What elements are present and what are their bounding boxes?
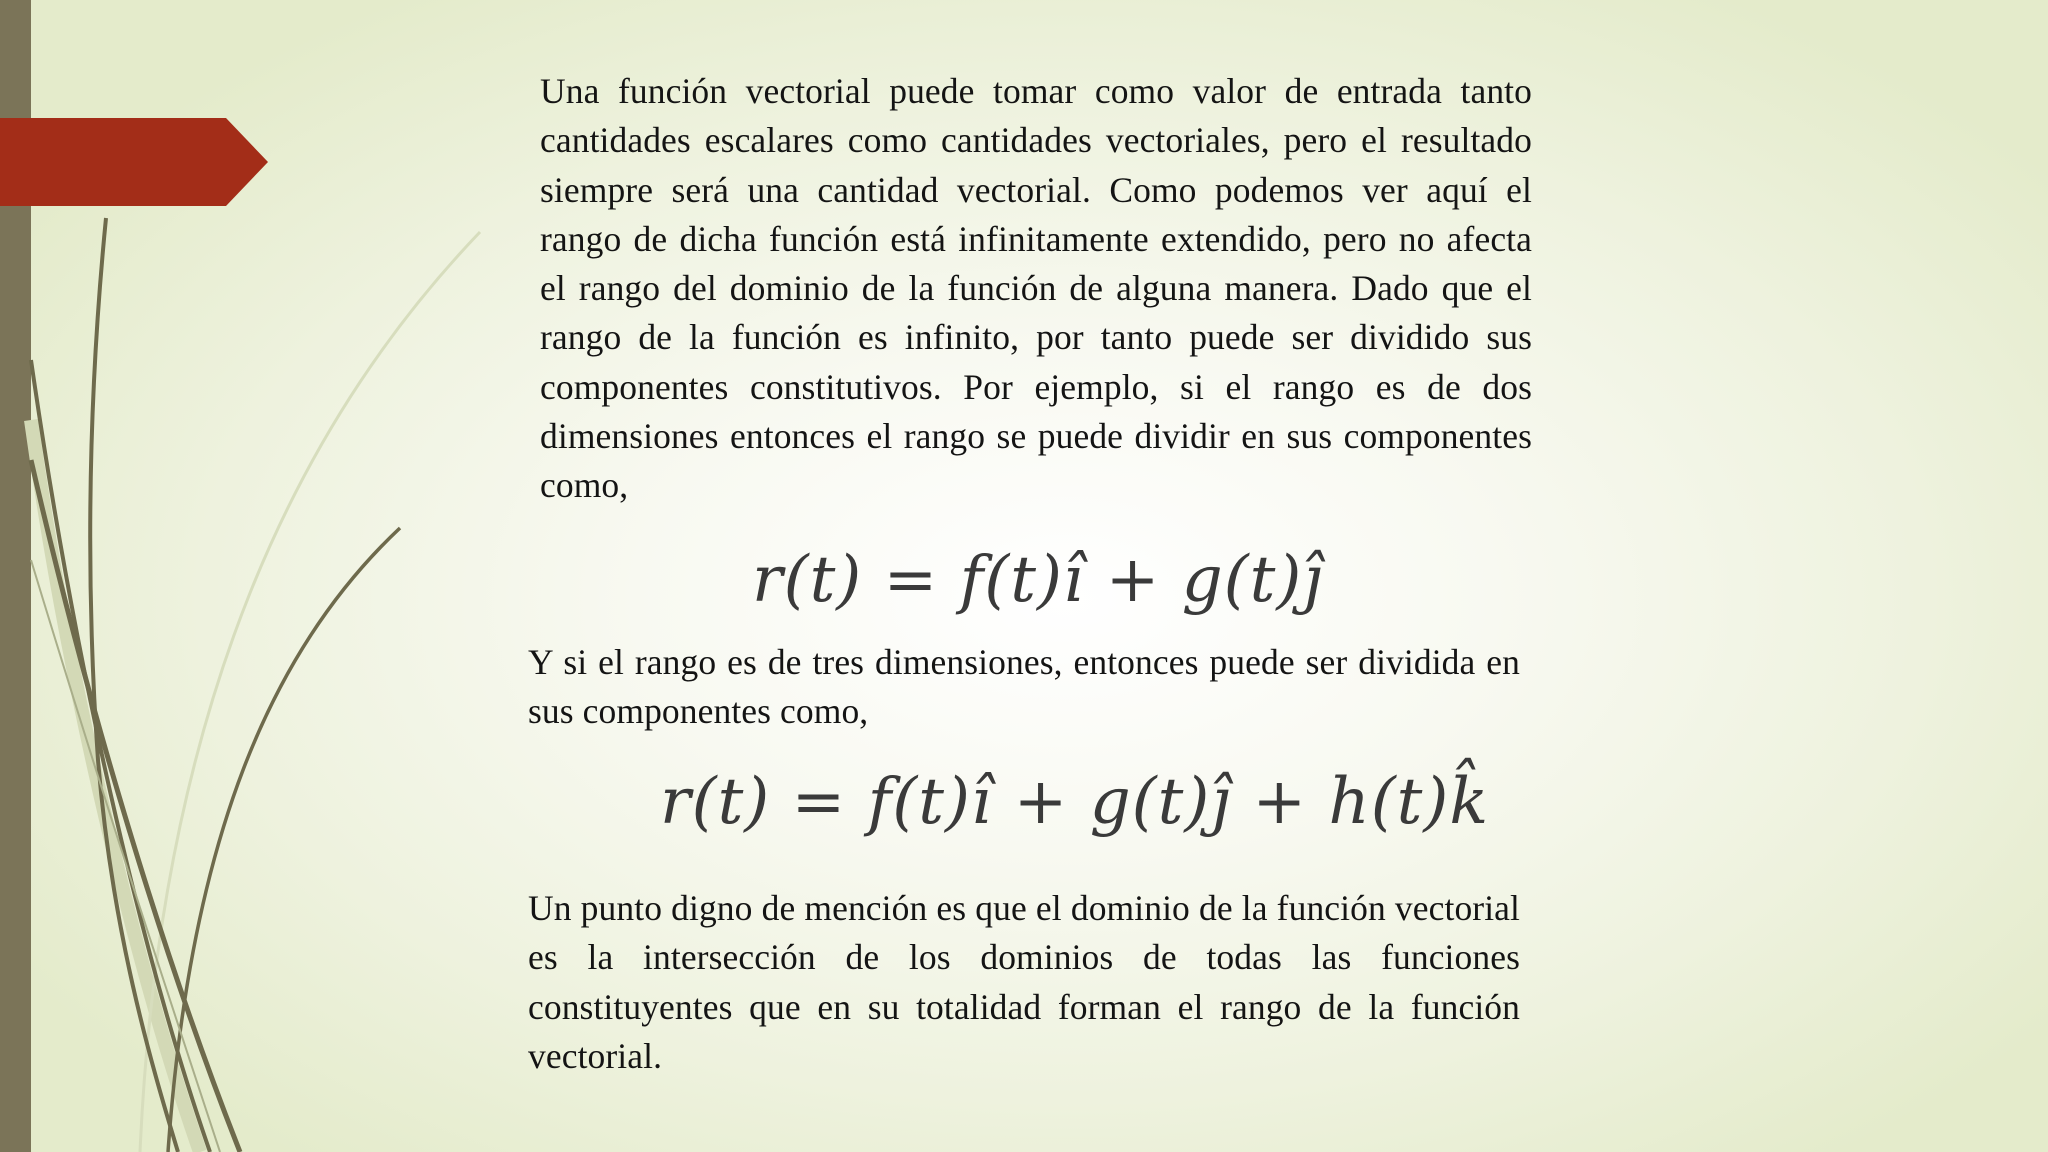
domain-note-paragraph: Un punto digno de mención es que el dominio de la función vectorial es la intersección de los dominios de todas las funciones constituyentes que en su totalidad forman el rango de la función vectorial. [528, 888, 1520, 1076]
arrow-tab [0, 118, 270, 206]
three-dimensions-paragraph: Y si el rango es de tres dimensiones, entonces puede ser dividida en sus componentes como, [528, 642, 1520, 732]
equation-three-dimensions: r(t) = f(t)î + g(t)ĵ + h(t)k̂ [660, 765, 1490, 839]
intro-paragraph: Una función vectorial puede tomar como valor de entrada tanto cantidades escalares como cantidades vectoriales, pero el resultado siempre será una cantidad vectorial. Como podemos ver aquí el rango de dicha función está infinitamente extendido, pero no afecta el rango del dominio de la función de alguna manera. Dado que el rango de la función es infinito, por tanto puede ser dividido sus componentes constitutivos. Por ejemplo, si el rango es de dos dimensiones entonces el rango se puede dividir en sus componentes como, [540, 71, 1532, 506]
equation-two-dimensions: r(t) = f(t)î + g(t)ĵ [752, 543, 1324, 617]
